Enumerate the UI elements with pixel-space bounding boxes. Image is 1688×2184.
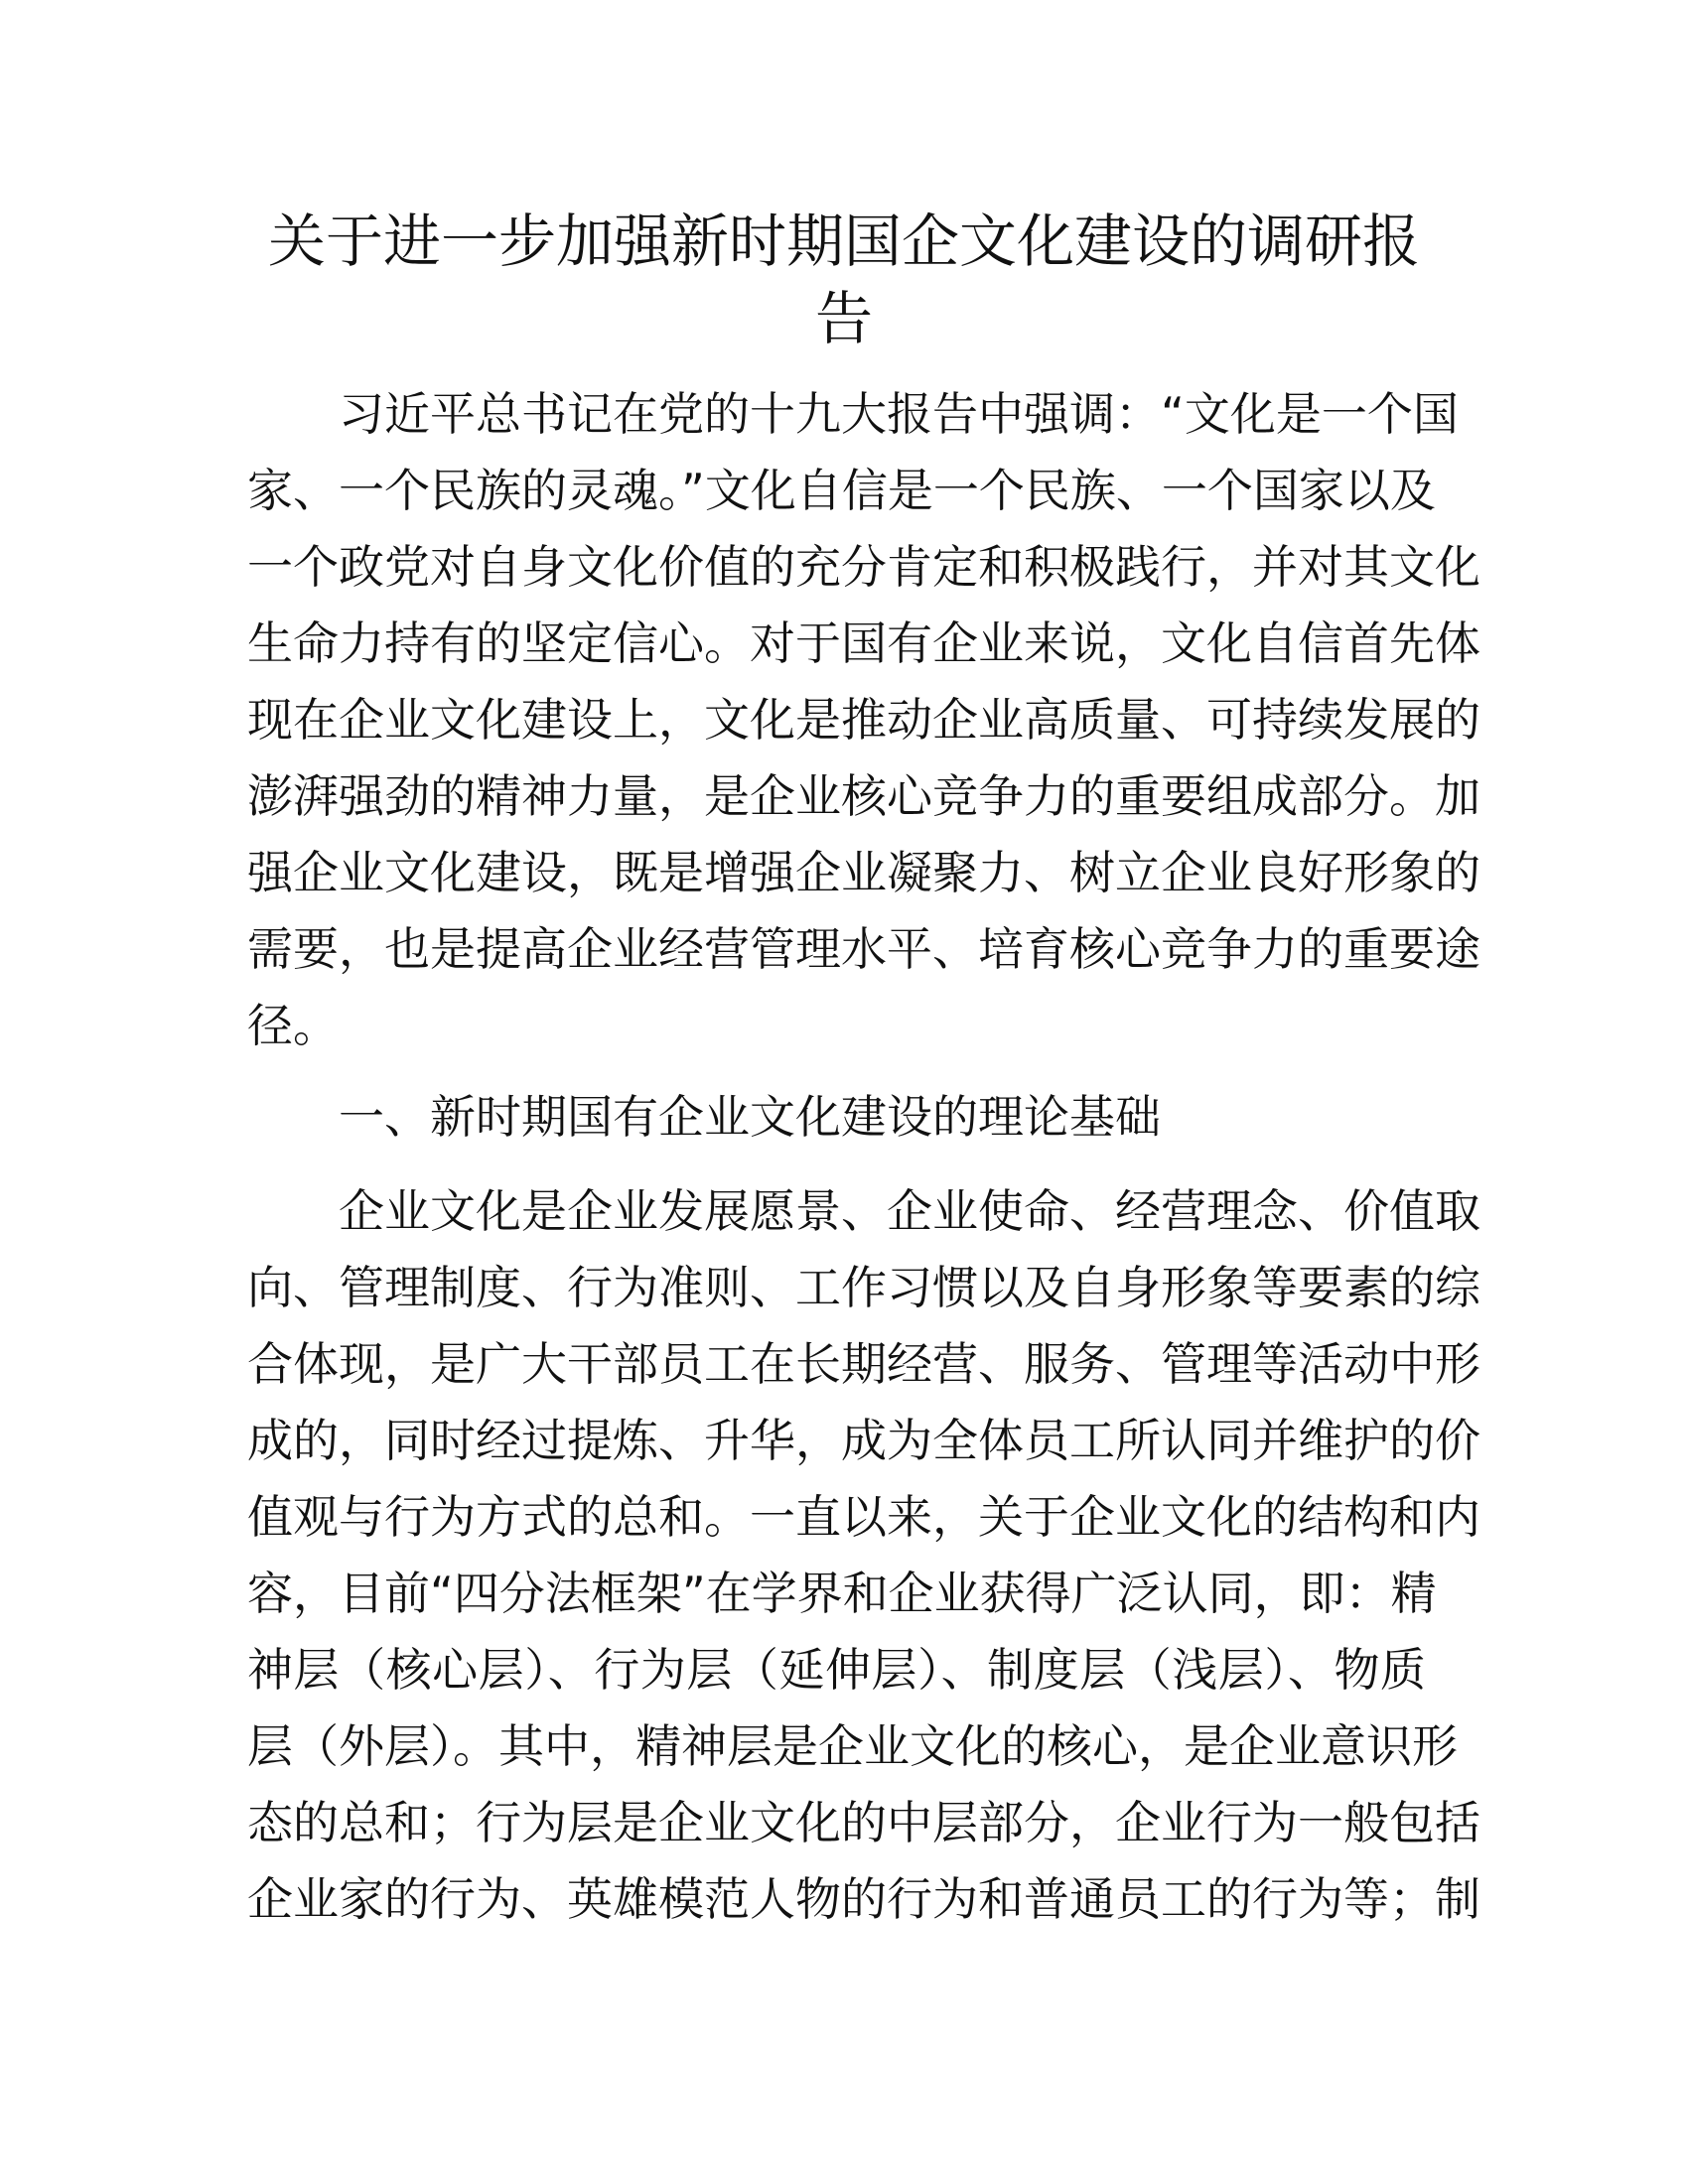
paragraph-theory (247, 1173, 1480, 1938)
text-line: 企业文化是企业发展愿景、企业使命、经营理念、价值取 (339, 1184, 1480, 1238)
section-heading-1 (247, 1079, 1426, 1156)
title-line: 告 (814, 285, 873, 352)
text-line: 合体现，是广大干部员工在长期经营、服务、管理等活动中形 (247, 1337, 1480, 1391)
text-line: 值观与行为方式的总和。一直以来，关于企业文化的结构和内 (247, 1490, 1480, 1544)
text-line: 强企业文化建设，既是增强企业凝聚力、树立企业良好形象的 (247, 846, 1480, 899)
text-line: 态的总和；行为层是企业文化的中层部分，企业行为一般包括 (247, 1796, 1480, 1849)
text-line: 向、管理制度、行为准则、工作习惯以及自身形象等要素的综 (247, 1261, 1480, 1314)
text-line: 习近平总书记在党的十九大报告中强调：“文化是一个国 (339, 387, 1459, 441)
text-line: 生命力持有的坚定信心。对于国有企业来说，文化自信首先体 (247, 616, 1480, 670)
text-line: 现在企业文化建设上，文化是推动企业高质量、可持续发展的 (247, 693, 1480, 747)
text-line: 层（外层）。其中，精神层是企业文化的核心，是企业意识形 (247, 1719, 1458, 1773)
document-title (199, 203, 1489, 357)
text-line: 需要，也是提高企业经营管理水平、培育核心竞争力的重要途 (247, 922, 1480, 976)
text-line: 家、一个民族的灵魂。”文化自信是一个民族、一个国家以及 (247, 464, 1436, 517)
text-line: 一个政党对自身文化价值的充分肯定和积极践行，并对其文化 (247, 540, 1480, 594)
text-line: 容，目前“四分法框架”在学界和企业获得广泛认同，即：精 (247, 1567, 1437, 1620)
text-line: 径。 (247, 999, 339, 1052)
heading-text: 一、新时期国有企业文化建设的理论基础 (339, 1090, 1161, 1144)
title-line: 关于进一步加强新时期国企文化建设的调研报 (267, 207, 1420, 275)
paragraph-intro (247, 376, 1480, 1064)
text-line: 神层（核心层）、行为层（延伸层）、制度层（浅层）、物质 (247, 1643, 1426, 1697)
text-line: 澎湃强劲的精神力量，是企业核心竞争力的重要组成部分。加 (247, 769, 1480, 823)
text-line: 成的，同时经过提炼、升华，成为全体员工所认同并维护的价 (247, 1414, 1480, 1467)
text-line: 企业家的行为、英雄模范人物的行为和普通员工的行为等；制 (247, 1872, 1480, 1926)
